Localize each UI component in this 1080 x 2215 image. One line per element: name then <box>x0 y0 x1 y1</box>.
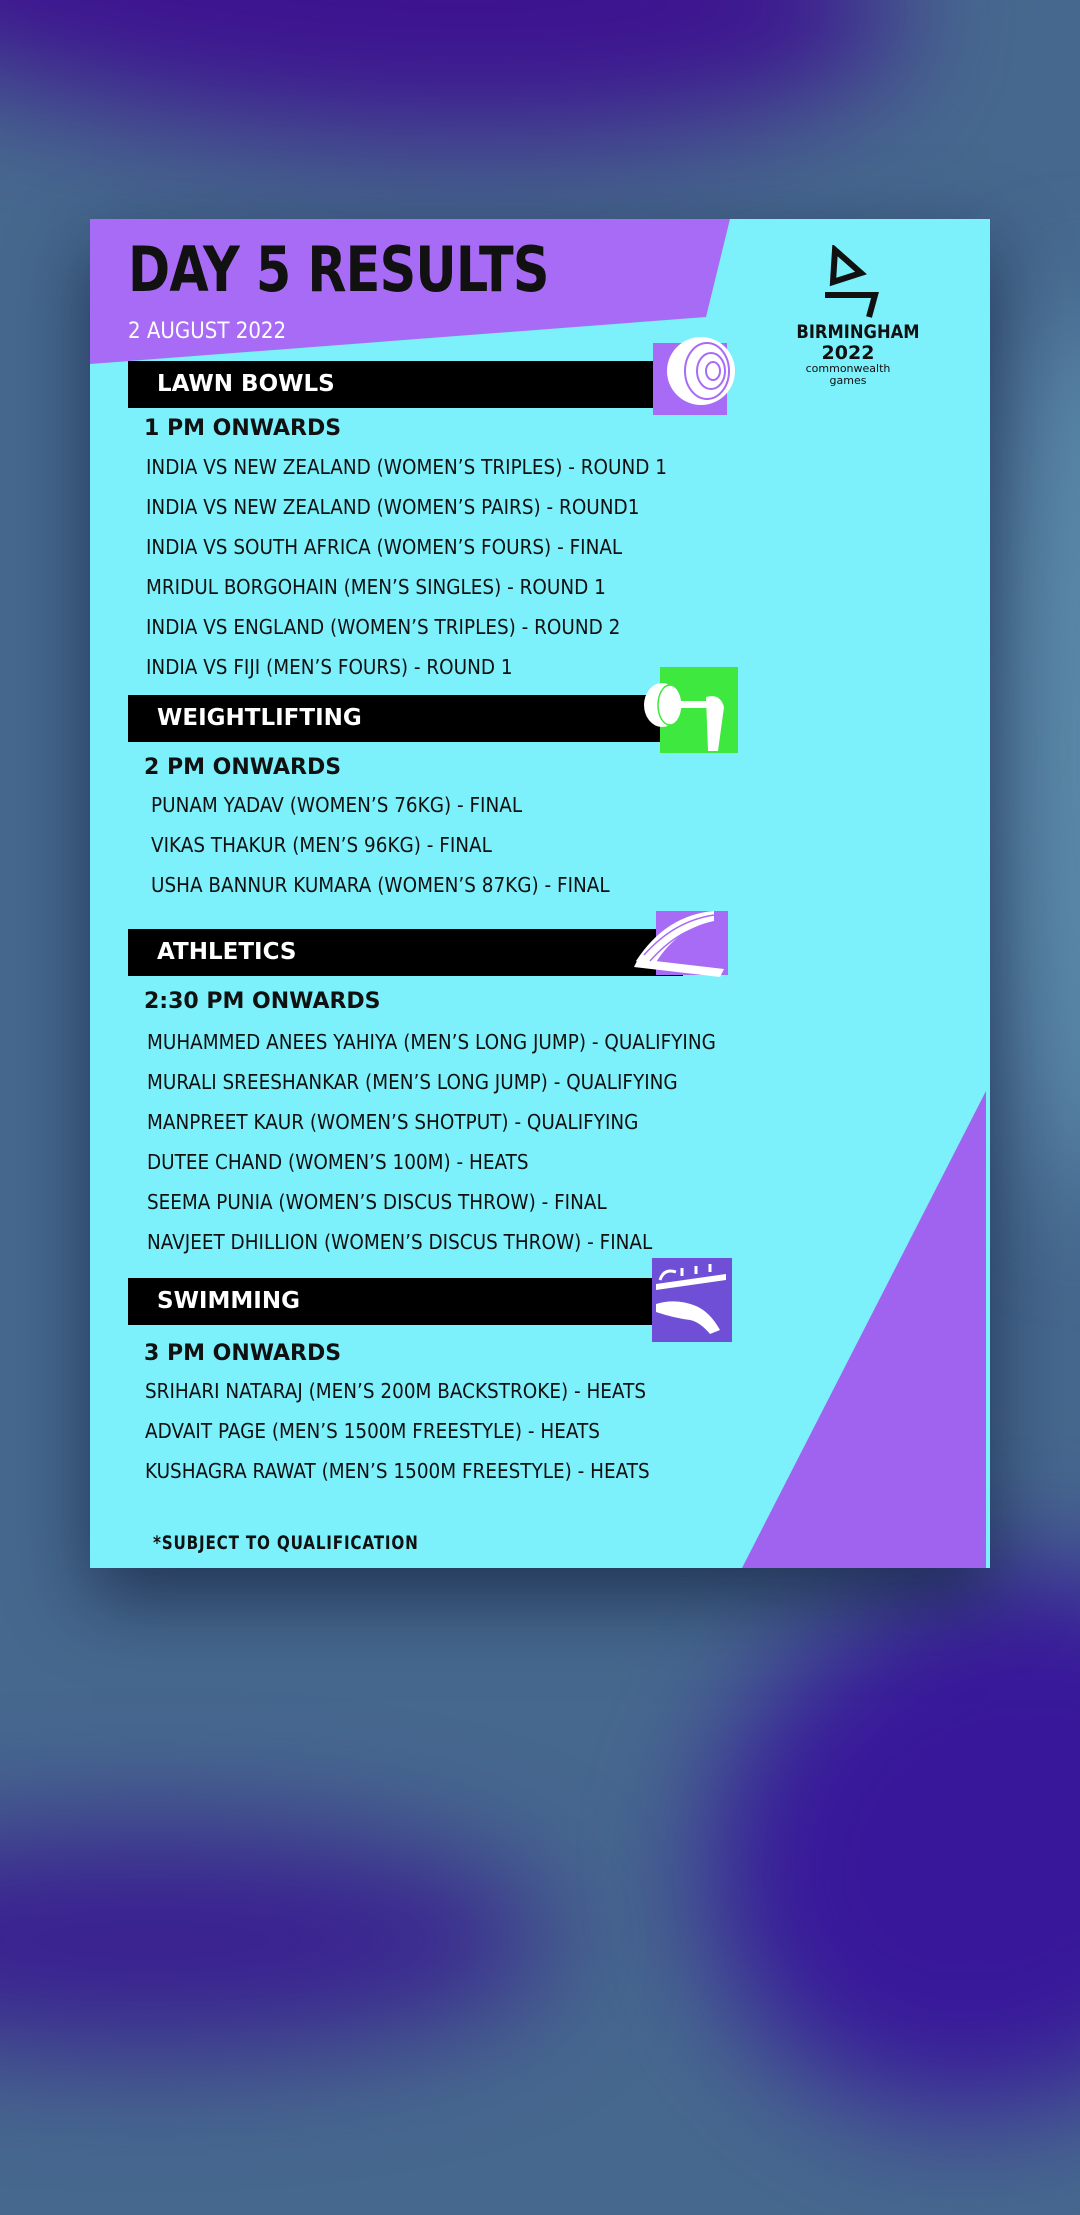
time-label: 3 PM ONWARDS <box>144 1341 342 1366</box>
section-header: ATHLETICS <box>128 929 683 976</box>
results-card <box>90 219 990 1568</box>
background-blob <box>0 1830 550 2050</box>
weightlifting-icon <box>636 667 738 753</box>
event-item: INDIA VS FIJI (MEN’S FOURS) - ROUND 1 <box>146 655 513 679</box>
logo-text-commonwealth: commonwealth <box>805 362 891 375</box>
event-item: INDIA VS NEW ZEALAND (WOMEN’S TRIPLES) - ROUND 1 <box>146 455 667 479</box>
background-blob <box>980 300 1080 1200</box>
event-item: DUTEE CHAND (WOMEN’S 100M) - HEATS <box>147 1150 529 1174</box>
lawn-bowl-icon <box>651 331 739 419</box>
time-label: 2 PM ONWARDS <box>144 755 342 780</box>
footnote: *SUBJECT TO QUALIFICATION <box>153 1532 419 1554</box>
event-item: INDIA VS NEW ZEALAND (WOMEN’S PAIRS) - ROUND1 <box>146 495 640 519</box>
event-date: 2 AUGUST 2022 <box>128 319 287 344</box>
background-blob <box>610 1465 1080 2215</box>
section-header: WEIGHTLIFTING <box>128 695 683 742</box>
event-item: ADVAIT PAGE (MEN’S 1500M FREESTYLE) - HEATS <box>145 1419 600 1443</box>
event-item: MUHAMMED ANEES YAHIYA (MEN’S LONG JUMP) - QUALIFYING <box>147 1030 716 1054</box>
event-item: KUSHAGRA RAWAT (MEN’S 1500M FREESTYLE) - HEATS <box>145 1459 650 1483</box>
time-label: 2:30 PM ONWARDS <box>144 989 381 1014</box>
event-item: SRIHARI NATARAJ (MEN’S 200M BACKSTROKE) - HEATS <box>145 1379 646 1403</box>
event-item: SEEMA PUNIA (WOMEN’S DISCUS THROW) - FINAL <box>147 1190 607 1214</box>
birmingham-2022-logo <box>788 245 920 387</box>
section-header: LAWN BOWLS <box>128 361 683 408</box>
background-blob <box>0 0 909 168</box>
event-item: MRIDUL BORGOHAIN (MEN’S SINGLES) - ROUND 1 <box>146 575 606 599</box>
logo-text-games: games <box>829 374 867 387</box>
logo-text-birmingham: BIRMINGHAM <box>796 321 920 343</box>
event-item: NAVJEET DHILLION (WOMEN’S DISCUS THROW) - FINAL <box>147 1230 653 1254</box>
event-item: VIKAS THAKUR (MEN’S 96KG) - FINAL <box>151 833 492 857</box>
event-item: MANPREET KAUR (WOMEN’S SHOTPUT) - QUALIFYING <box>147 1110 639 1134</box>
event-item: USHA BANNUR KUMARA (WOMEN’S 87KG) - FINAL <box>151 873 610 897</box>
birmingham-triangle-icon <box>813 245 883 321</box>
swimming-pool-icon <box>652 1258 734 1346</box>
logo-text-year: 2022 <box>821 342 875 364</box>
running-track-icon <box>630 911 738 991</box>
section-header: SWIMMING <box>128 1278 683 1325</box>
event-item: INDIA VS SOUTH AFRICA (WOMEN’S FOURS) - FINAL <box>146 535 623 559</box>
event-item: PUNAM YADAV (WOMEN’S 76KG) - FINAL <box>151 793 523 817</box>
event-item: MURALI SREESHANKAR (MEN’S LONG JUMP) - QUALIFYING <box>147 1070 678 1094</box>
time-label: 1 PM ONWARDS <box>144 416 342 441</box>
event-item: INDIA VS ENGLAND (WOMEN’S TRIPLES) - ROUND 2 <box>146 615 621 639</box>
page-title: DAY 5 RESULTS <box>128 233 549 306</box>
